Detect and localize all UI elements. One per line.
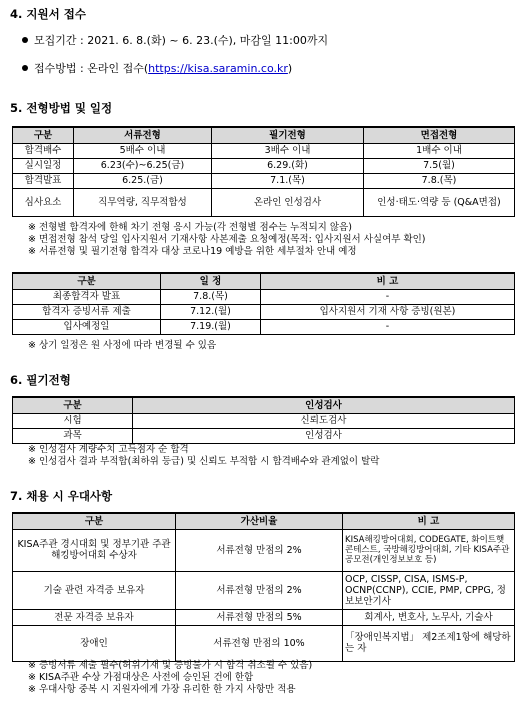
bullet-icon <box>22 37 28 43</box>
section-6-title: 6. 필기전형 <box>10 373 71 387</box>
table-row: 장애인 서류전형 만점의 10% 「장애인복지법」 제2조제1항에 해당하는 자 <box>13 625 515 661</box>
table-row: 합격발표 6.25.(금) 7.1.(목) 7.8.(목) <box>13 173 515 188</box>
table-header: 구분 <box>13 513 176 529</box>
final-schedule-table <box>12 272 515 335</box>
note: ※ 면접전형 참석 당일 입사지원서 기재사항 사본제출 요청예정(목적: 입사지원서 사실여부 확인) <box>28 234 426 245</box>
table-row: KISA주관 경시대회 및 정부기관 주관 해킹방어대회 수상자 서류전형 만점의 2% KISA해킹방어대회, CODEGATE, 화이트햇 콘테스트, 국방해킹방어대회, 기타 KISA주관 공모전(개인정보보호 등) <box>13 529 515 571</box>
table-header: 면접전형 <box>364 127 515 143</box>
section-4-title: 4. 지원서 접수 <box>10 7 86 21</box>
table-row: 과목 인성검사 <box>13 428 515 443</box>
section-5-title: 5. 전형방법 및 일정 <box>10 101 113 115</box>
section-7-title: 7. 채용 시 우대사항 <box>10 489 113 503</box>
table-header: 일 정 <box>161 273 261 289</box>
note: ※ 우대사항 중복 시 지원자에게 가장 유리한 한 가지 사항만 적용 <box>28 684 296 695</box>
note: ※ 증빙서류 제출 필수(허위기재 및 증빙불가 시 합격 취소될 수 있음) <box>28 660 313 671</box>
note: ※ 서류전형 및 필기전형 합격자 대상 코로나19 예방을 위한 세부절차 안내 예정 <box>28 246 357 257</box>
note: ※ 인성검사 결과 부적합(최하위 등급) 및 신뢰도 부적합 시 합격배수와 관계없이 탈락 <box>28 456 380 467</box>
note: ※ 전형별 합격자에 한해 차기 전형 응시 가능(각 전형별 점수는 누적되지 않음) <box>28 222 352 233</box>
table-header: 비 고 <box>261 273 515 289</box>
recruit-period: 모집기간 : 2021. 6. 8.(화) ~ 6. 23.(수), 마감일 11:00까지 <box>22 32 328 48</box>
table-row: 합격자 증빙서류 제출 7.12.(월) 입사지원서 기재 사항 증빙(원본) <box>13 304 515 319</box>
table-row: 최종합격자 발표 7.8.(목) - <box>13 289 515 304</box>
bullet-icon <box>22 65 28 71</box>
table-header: 구분 <box>13 273 161 289</box>
note: ※ 인성검사 계량수치 고득점자 순 합격 <box>28 444 189 455</box>
apply-link[interactable]: https://kisa.saramin.co.kr <box>148 62 288 75</box>
note: ※ KISA주관 수상 가점대상은 사전에 승인된 건에 한함 <box>28 672 254 683</box>
table-row: 합격배수 5배수 이내 3배수 이내 1배수 이내 <box>13 143 515 158</box>
table-header: 필기전형 <box>212 127 364 143</box>
table-row: 기술 관련 자격증 보유자 서류전형 만점의 2% OCP, CISSP, CISA, ISMS-P, OCNP(CCNP), CCIE, PMP, CPPG, 정보보안기사 <box>13 571 515 609</box>
table-header: 서류전형 <box>74 127 212 143</box>
apply-method: 접수방법 : 온라인 접수(https://kisa.saramin.co.kr) <box>22 60 292 76</box>
table-header: 비 고 <box>343 513 515 529</box>
written-test-table <box>12 396 515 444</box>
preference-table <box>12 512 515 662</box>
table-row: 입사예정일 7.19.(월) - <box>13 319 515 334</box>
table-header: 구분 <box>13 127 74 143</box>
table-header: 가산비율 <box>176 513 343 529</box>
table-row: 심사요소 직무역량, 직무적합성 온라인 인성검사 인성·태도·역량 등 (Q&A면접) <box>13 188 515 216</box>
table-row: 실시일정 6.23(수)~6.25(금) 6.29.(화) 7.5(월) <box>13 158 515 173</box>
table-row: 시험 신뢰도검사 <box>13 413 515 428</box>
note: ※ 상기 일정은 원 사정에 따라 변경될 수 있음 <box>28 340 217 351</box>
table-header: 인성검사 <box>133 397 515 413</box>
table-row: 전문 자격증 보유자 서류전형 만점의 5% 회계사, 변호사, 노무사, 기술사 <box>13 609 515 625</box>
selection-schedule-table <box>12 126 515 217</box>
table-header: 구분 <box>13 397 133 413</box>
